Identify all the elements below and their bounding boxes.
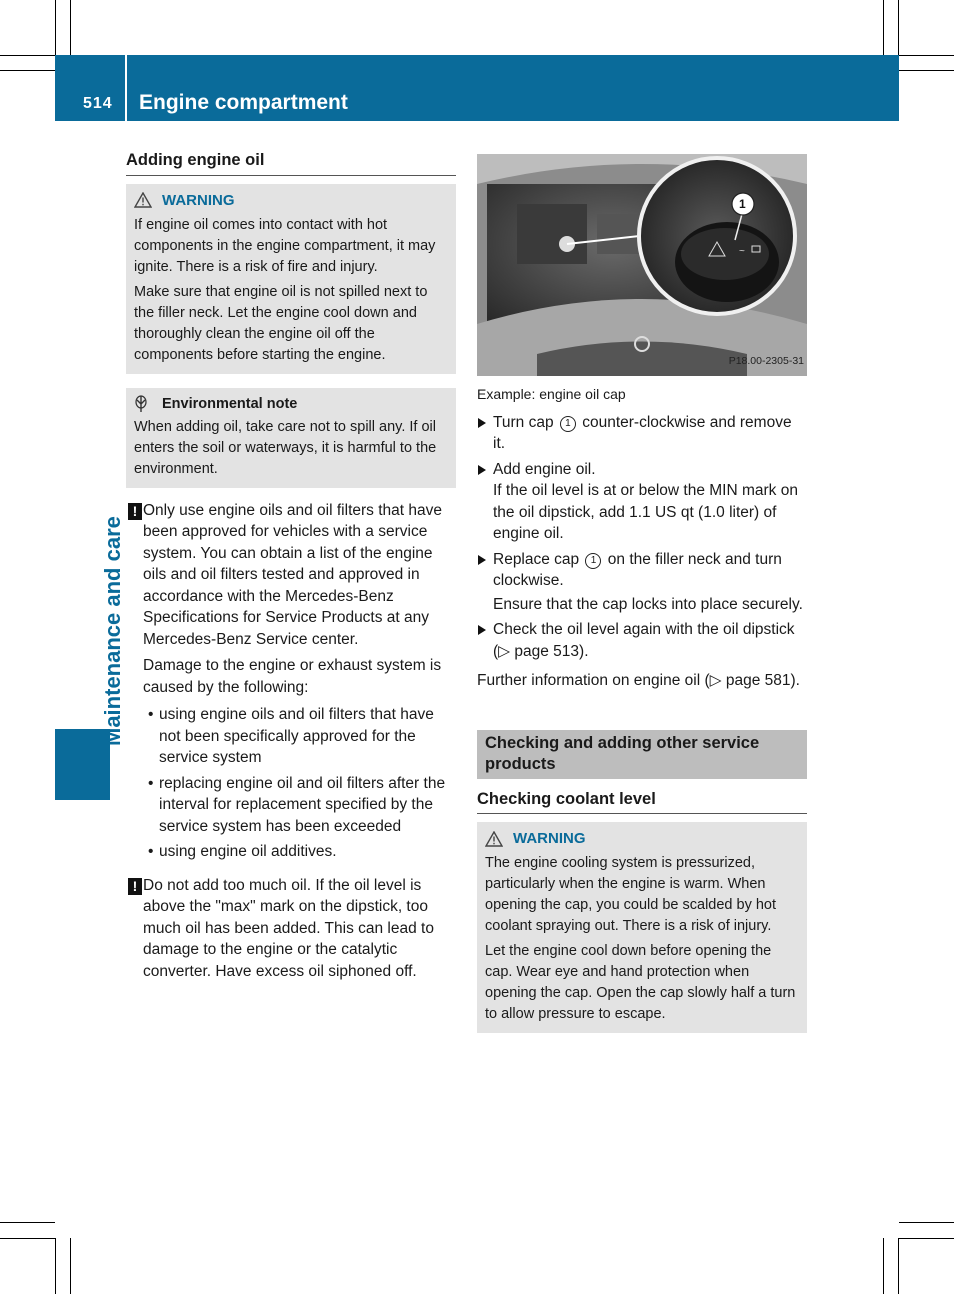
header-divider [125, 55, 127, 121]
callout-ref: 1 [560, 416, 576, 432]
environmental-note-text: When adding oil, take care not to spill any. If oil enters the soil or waterways, it is harmful to the environment. [134, 418, 437, 477]
chapter-title: Engine compartment [139, 91, 348, 114]
environmental-note-heading [134, 394, 448, 415]
exclamation-icon: ! [128, 878, 142, 895]
engine-photo-graphic [477, 154, 807, 376]
step-arrow-icon [478, 625, 486, 635]
environmental-note-label: Environmental note [162, 395, 298, 412]
step-item [477, 619, 807, 662]
warning-text: If engine oil comes into contact with hot components in the engine compartment, it may ignite. There is a risk of fire and injury. [134, 216, 436, 275]
warning-label: WARNING [162, 191, 235, 209]
further-info: Further information on engine oil (▷ page 581). [477, 672, 800, 689]
warning-heading [134, 190, 448, 211]
image-caption: Example: engine oil cap [477, 386, 626, 402]
page-number: 514 [83, 95, 113, 112]
crop-mark [0, 1222, 55, 1223]
crop-mark [0, 70, 55, 71]
warning-triangle-icon [485, 831, 503, 847]
left-column [126, 150, 456, 987]
notice-text: Only use engine oils and oil filters that have been approved for vehicles with a service system. You can obtain a list of the engine oils and oil filters tested and approved in accordance with the Mercedes-Benz Specifications for Service Products at any Mercedes-Benz Service center. [143, 501, 442, 648]
step-arrow-icon [478, 465, 486, 475]
crop-mark [0, 55, 55, 56]
right-column [477, 150, 807, 1033]
crop-mark [899, 55, 954, 56]
warning-box [477, 822, 807, 1033]
step-arrow-icon [478, 418, 486, 428]
warning-text: Let the engine cool down before opening the cap. Wear eye and hand protection when opening the cap. Open the cap slowly half a turn to allow pressure to escape. [485, 943, 796, 1022]
list-item: • using engine oils and oil filters that have not been specifically approved for the service system [143, 704, 456, 769]
bullet-list [143, 704, 456, 863]
crop-mark [55, 1238, 56, 1294]
step-detail: Ensure that the cap locks into place securely. [493, 595, 803, 613]
notice-block [126, 875, 456, 983]
list-item: • using engine oil additives. [143, 841, 456, 863]
svg-text:~: ~ [739, 246, 745, 257]
notice-block [126, 500, 456, 863]
step-text: Check the oil level again with the oil dipstick (▷ page 513). [493, 621, 795, 660]
step-text: Turn cap [493, 413, 554, 431]
section-title: Adding engine oil [126, 150, 456, 176]
crop-mark [899, 1222, 954, 1223]
subsection-bar: Checking and adding other service products [477, 730, 807, 779]
step-text: on the filler neck and turn clockwise. [493, 550, 782, 589]
step-item [477, 549, 807, 616]
callout-ref: 1 [585, 553, 601, 569]
callout-number: 1 [739, 197, 746, 211]
step-item [477, 459, 807, 545]
crop-mark [898, 1238, 899, 1294]
crop-mark [0, 1238, 55, 1239]
warning-text: Make sure that engine oil is not spilled next to the filler neck. Let the engine cool down and thoroughly clean the engine oil off the components before starting the engine. [134, 283, 428, 363]
step-item [477, 412, 807, 455]
step-detail: If the oil level is at or below the MIN mark on the oil dipstick, add 1.1 US qt (1.0 liter) of engine oil. [493, 482, 798, 542]
warning-label: WARNING [513, 830, 586, 847]
instruction-steps [477, 412, 807, 663]
exclamation-icon: ! [128, 503, 142, 520]
step-text: Add engine oil. [493, 460, 596, 478]
crop-mark [899, 70, 954, 71]
side-tab-label: Maintenance and care [100, 516, 125, 746]
step-arrow-icon [478, 555, 486, 565]
leaf-icon [134, 395, 148, 413]
crop-mark [898, 0, 899, 55]
subsection-title: Checking coolant level [477, 789, 807, 815]
notice-text: Do not add too much oil. If the oil level is above the "max" mark on the dipstick, too much oil has been added. This can lead to damage to the engine or the catalytic converter. Have excess oil siphoned off. [143, 876, 434, 980]
crop-mark [55, 0, 56, 55]
crop-mark [883, 1238, 884, 1294]
image-code: P18.00-2305-31 [728, 354, 804, 367]
warning-box [126, 184, 456, 374]
warning-text: The engine cooling system is pressurized, particularly when the engine is warm. When opening the cap, you could be scalded by hot coolant spraying out. There is a risk of injury. [485, 855, 777, 934]
page-header [55, 55, 899, 121]
environmental-note-box [126, 388, 456, 488]
warning-heading [485, 828, 799, 849]
engine-oil-cap-photo [477, 154, 807, 376]
warning-triangle-icon [134, 192, 152, 208]
crop-mark [883, 0, 884, 55]
crop-mark [70, 0, 71, 55]
step-text: counter-clockwise and remove it. [493, 413, 792, 452]
list-item: • replacing engine oil and oil filters after the interval for replacement specified by the service system has been exceeded [143, 773, 456, 838]
step-text: Replace cap [493, 550, 580, 568]
crop-mark [70, 1238, 71, 1294]
notice-text: Damage to the engine or exhaust system is caused by the following: [143, 657, 442, 696]
crop-mark [899, 1238, 954, 1239]
